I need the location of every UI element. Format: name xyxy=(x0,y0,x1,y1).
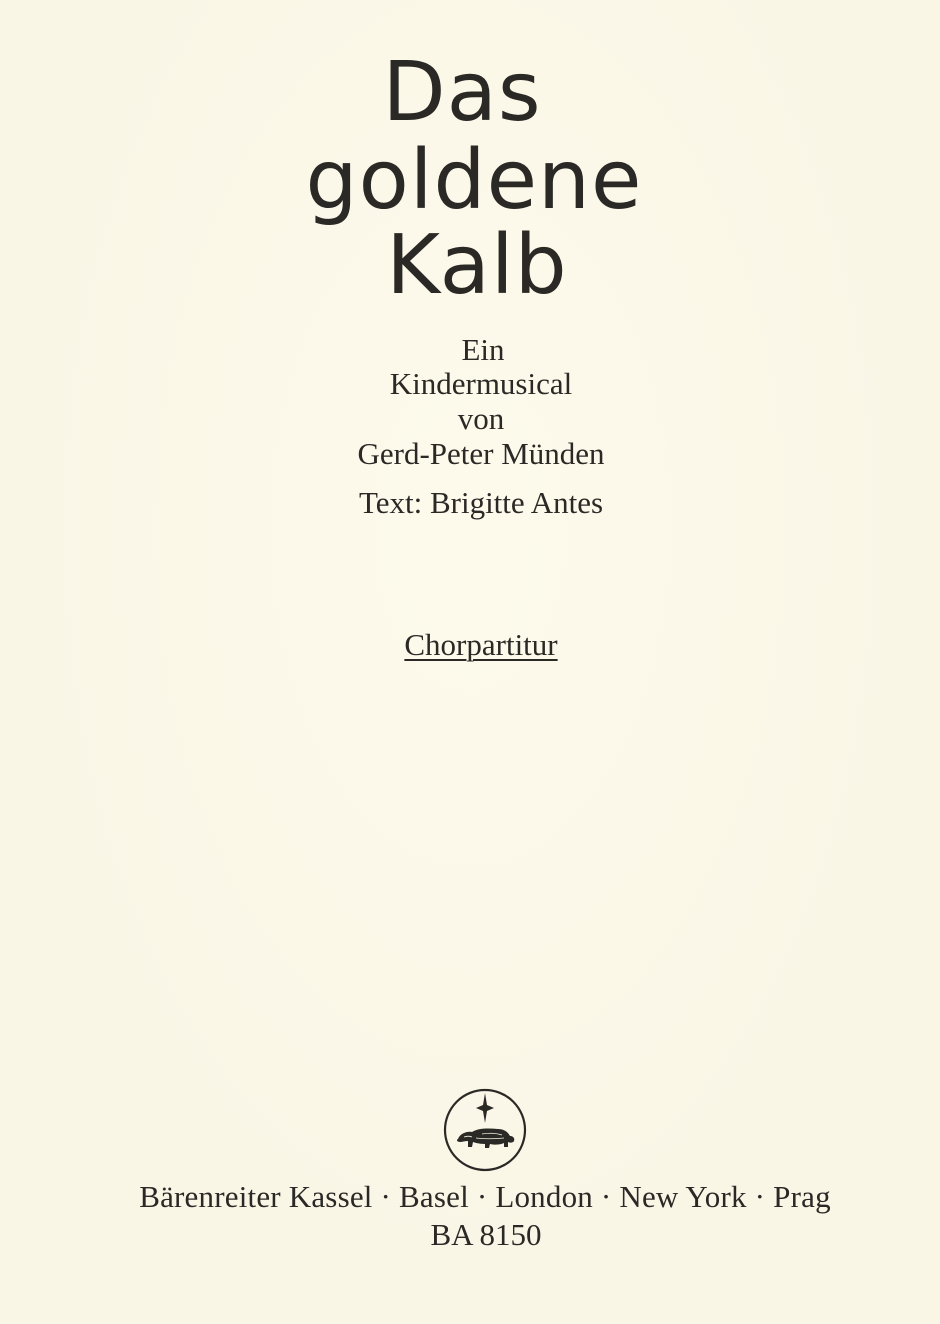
composer-credit: Gerd-Peter Münden xyxy=(357,436,605,471)
subtitle-line-3: von xyxy=(457,401,505,436)
catalog-line xyxy=(0,1218,940,1252)
title-line-1: Das xyxy=(382,45,542,140)
title-line-2: goldene xyxy=(305,133,643,228)
baerenreiter-bear-star-seal-icon xyxy=(442,1087,528,1173)
edition-type-heading xyxy=(0,628,940,662)
subtitle-line-1: Ein xyxy=(461,332,505,367)
edition-type-label: Chorpartitur xyxy=(404,627,558,662)
subtitle-line-2: Kindermusical xyxy=(389,366,573,401)
catalog-number: BA 8150 xyxy=(430,1217,542,1252)
text-credit: Text: Brigitte Antes xyxy=(358,485,604,520)
title-line-3: Kalb xyxy=(386,218,568,313)
publisher-line xyxy=(0,1180,940,1214)
publisher-name: Bärenreiter Kassel · Basel · London · New York · Prag xyxy=(139,1179,831,1214)
